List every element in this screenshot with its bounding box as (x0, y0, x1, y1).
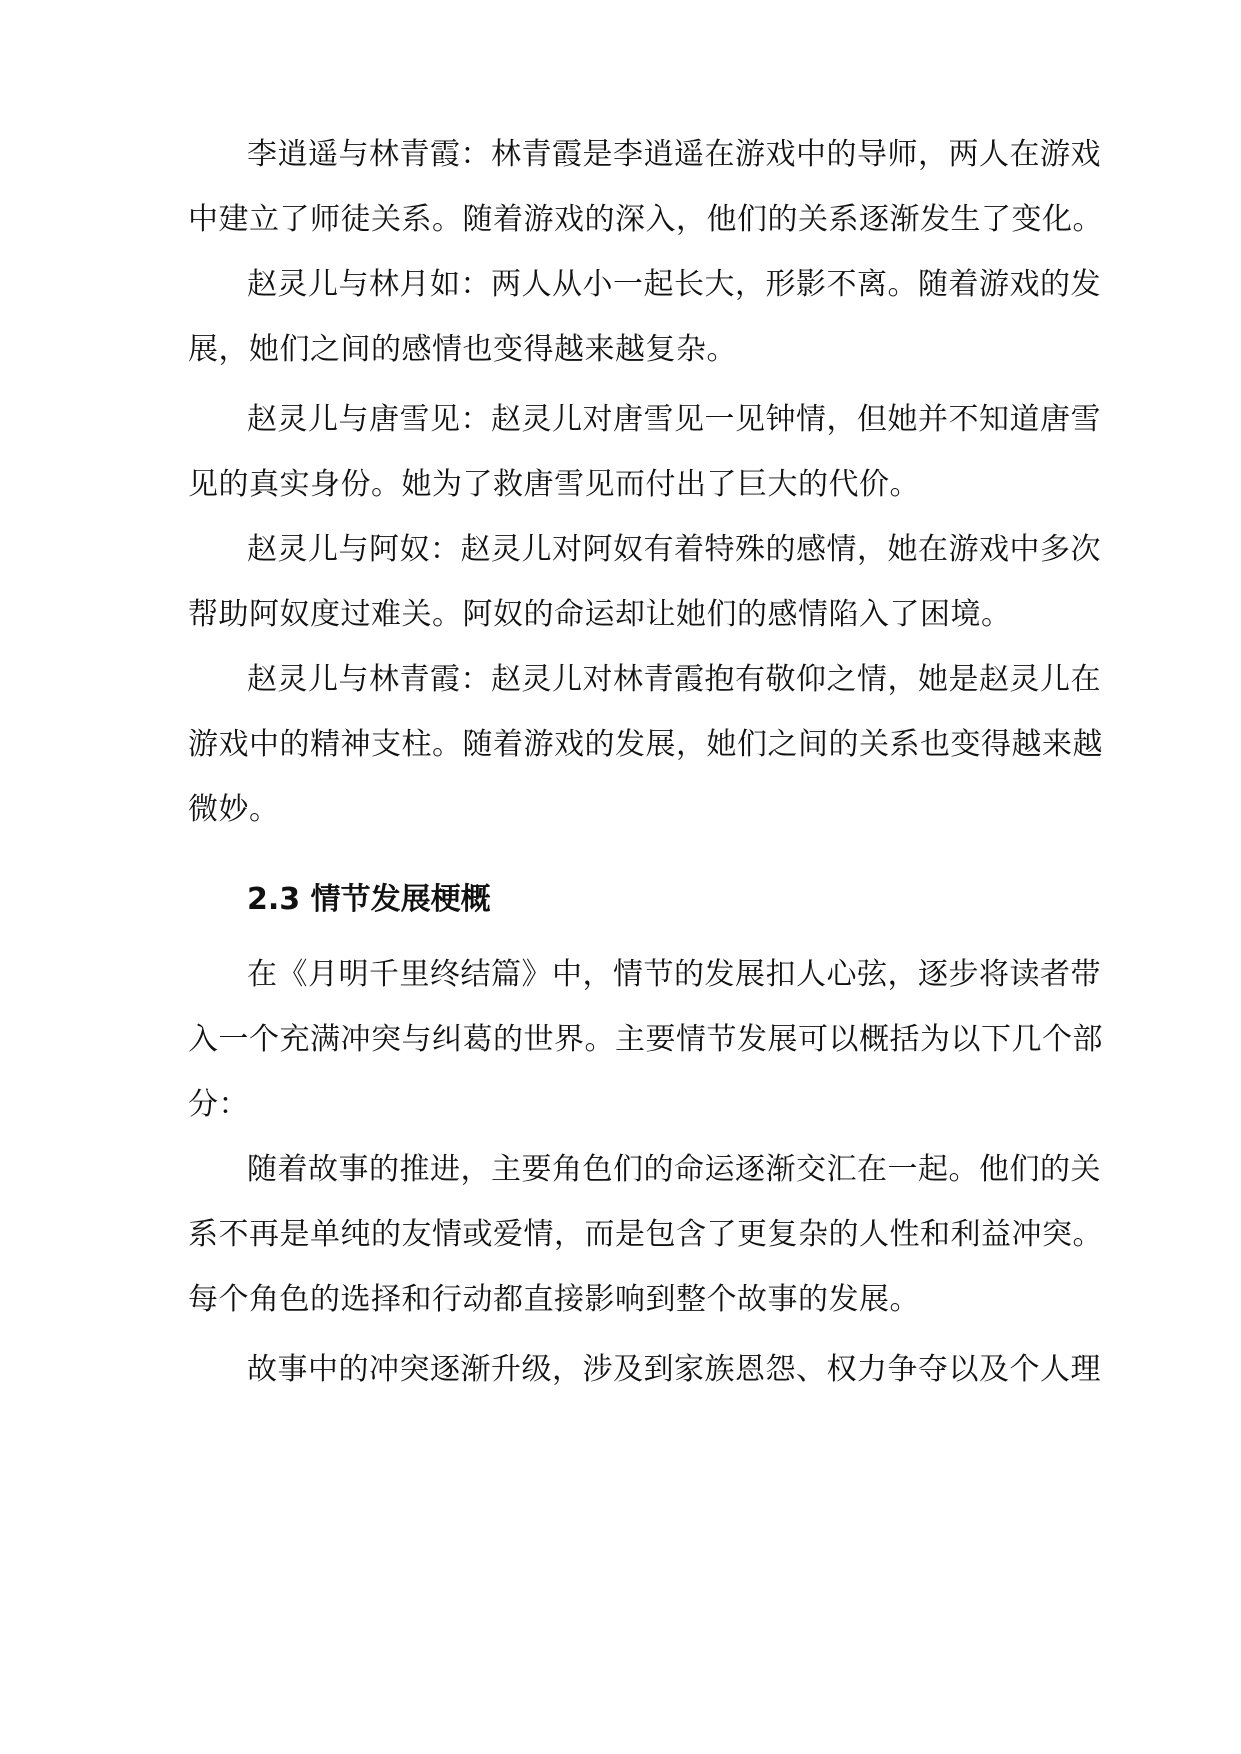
paragraph-3-line-2: 见的真实身份。她为了救唐雪见而付出了巨大的代价。 (188, 467, 920, 502)
paragraph-1-line-2: 中建立了师徒关系。随着游戏的深入，他们的关系逐渐发生了变化。 (188, 202, 1103, 237)
paragraph-5-line-3: 微妙。 (188, 792, 280, 827)
section-paragraph-1-line-2: 入一个充满冲突与纠葛的世界。主要情节发展可以概括为以下几个部 (188, 1022, 1103, 1057)
paragraph-2-line-2: 展，她们之间的感情也变得越来越复杂。 (188, 332, 737, 367)
section-paragraph-2-line-1: 随着故事的推进，主要角色们的命运逐渐交汇在一起。他们的关 (247, 1152, 1101, 1187)
section-paragraph-2-line-2: 系不再是单纯的友情或爱情，而是包含了更复杂的人性和利益冲突。 (188, 1217, 1103, 1252)
paragraph-4-line-1: 赵灵儿与阿奴：赵灵儿对阿奴有着特殊的感情，她在游戏中多次 (247, 532, 1101, 567)
paragraph-5-line-2: 游戏中的精神支柱。随着游戏的发展，她们之间的关系也变得越来越 (188, 727, 1103, 762)
paragraph-3-line-1: 赵灵儿与唐雪见：赵灵儿对唐雪见一见钟情，但她并不知道唐雪 (247, 402, 1101, 437)
section-paragraph-3-line-1: 故事中的冲突逐渐升级，涉及到家族恩怨、权力争夺以及个人理 (247, 1352, 1101, 1387)
paragraph-1-line-1: 李逍遥与林青霞：林青霞是李逍遥在游戏中的导师，两人在游戏 (247, 137, 1101, 172)
section-heading: 2.3 情节发展梗概 (247, 882, 491, 917)
section-paragraph-1-line-1: 在《月明千里终结篇》中，情节的发展扣人心弦，逐步将读者带 (247, 957, 1101, 992)
paragraph-2-line-1: 赵灵儿与林月如：两人从小一起长大，形影不离。随着游戏的发 (247, 267, 1101, 302)
paragraph-4-line-2: 帮助阿奴度过难关。阿奴的命运却让她们的感情陷入了困境。 (188, 597, 1012, 632)
paragraph-5-line-1: 赵灵儿与林青霞：赵灵儿对林青霞抱有敬仰之情，她是赵灵儿在 (247, 662, 1101, 697)
section-paragraph-1-line-3: 分： (188, 1087, 249, 1122)
section-paragraph-2-line-3: 每个角色的选择和行动都直接影响到整个故事的发展。 (188, 1282, 920, 1317)
